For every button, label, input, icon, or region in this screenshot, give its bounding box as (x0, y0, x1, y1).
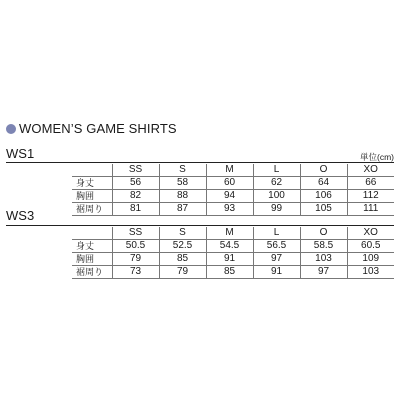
table-cell: 54.5 (206, 240, 253, 253)
table-cell: 56 (112, 177, 159, 190)
column-header: S (159, 164, 206, 177)
header-blank-cell (72, 227, 112, 240)
section-divider (6, 225, 394, 226)
table-row (72, 253, 394, 266)
table-cell: 56.5 (253, 240, 300, 253)
row-header: 身丈 (72, 240, 112, 253)
table-cell: 50.5 (112, 240, 159, 253)
row-header: 胸囲 (72, 190, 112, 203)
column-header: M (206, 227, 253, 240)
table-cell: 106 (300, 190, 347, 203)
column-header: O (300, 227, 347, 240)
table-cell: 60 (206, 177, 253, 190)
table-cell: 103 (347, 266, 394, 279)
section-label-ws1: WS1 (6, 146, 35, 161)
table-cell: 99 (253, 203, 300, 216)
section-divider (6, 162, 394, 163)
table-cell: 85 (206, 266, 253, 279)
table-cell: 66 (347, 177, 394, 190)
table-cell: 100 (253, 190, 300, 203)
table-cell: 52.5 (159, 240, 206, 253)
table-cell: 94 (206, 190, 253, 203)
row-header: 胸囲 (72, 253, 112, 266)
table-cell: 112 (347, 190, 394, 203)
table-cell: 82 (112, 190, 159, 203)
table-cell: 111 (347, 203, 394, 216)
table-header-row (72, 227, 394, 240)
column-header: O (300, 164, 347, 177)
row-header: 裾周り (72, 266, 112, 279)
table-header-row (72, 164, 394, 177)
section-label-ws3: WS3 (6, 208, 35, 223)
table-cell: 109 (347, 253, 394, 266)
table-cell: 85 (159, 253, 206, 266)
bullet-icon (6, 124, 16, 134)
row-header: 身丈 (72, 177, 112, 190)
size-table-ws1 (72, 164, 394, 216)
column-header: L (253, 164, 300, 177)
page-title: WOMEN’S GAME SHIRTS (19, 121, 177, 136)
table-row (72, 190, 394, 203)
table-cell: 88 (159, 190, 206, 203)
table-cell: 60.5 (347, 240, 394, 253)
table-cell: 64 (300, 177, 347, 190)
table-cell: 79 (159, 266, 206, 279)
column-header: XO (347, 164, 394, 177)
row-header: 裾周り (72, 203, 112, 216)
table-cell: 97 (300, 266, 347, 279)
table-row (72, 203, 394, 216)
size-table-ws3 (72, 227, 394, 279)
table-cell: 62 (253, 177, 300, 190)
table-cell: 73 (112, 266, 159, 279)
table-row (72, 240, 394, 253)
table-cell: 91 (206, 253, 253, 266)
table-cell: 103 (300, 253, 347, 266)
table-row (72, 266, 394, 279)
table-cell: 91 (253, 266, 300, 279)
column-header: L (253, 227, 300, 240)
title-row (6, 121, 177, 136)
table-cell: 79 (112, 253, 159, 266)
table-cell: 58 (159, 177, 206, 190)
table-cell: 81 (112, 203, 159, 216)
column-header: M (206, 164, 253, 177)
table-row (72, 177, 394, 190)
column-header: SS (112, 227, 159, 240)
table-cell: 87 (159, 203, 206, 216)
table-cell: 93 (206, 203, 253, 216)
table-cell: 105 (300, 203, 347, 216)
table-cell: 58.5 (300, 240, 347, 253)
header-blank-cell (72, 164, 112, 177)
column-header: XO (347, 227, 394, 240)
unit-note: 単位(cm) (360, 152, 394, 162)
table-cell: 97 (253, 253, 300, 266)
column-header: S (159, 227, 206, 240)
column-header: SS (112, 164, 159, 177)
